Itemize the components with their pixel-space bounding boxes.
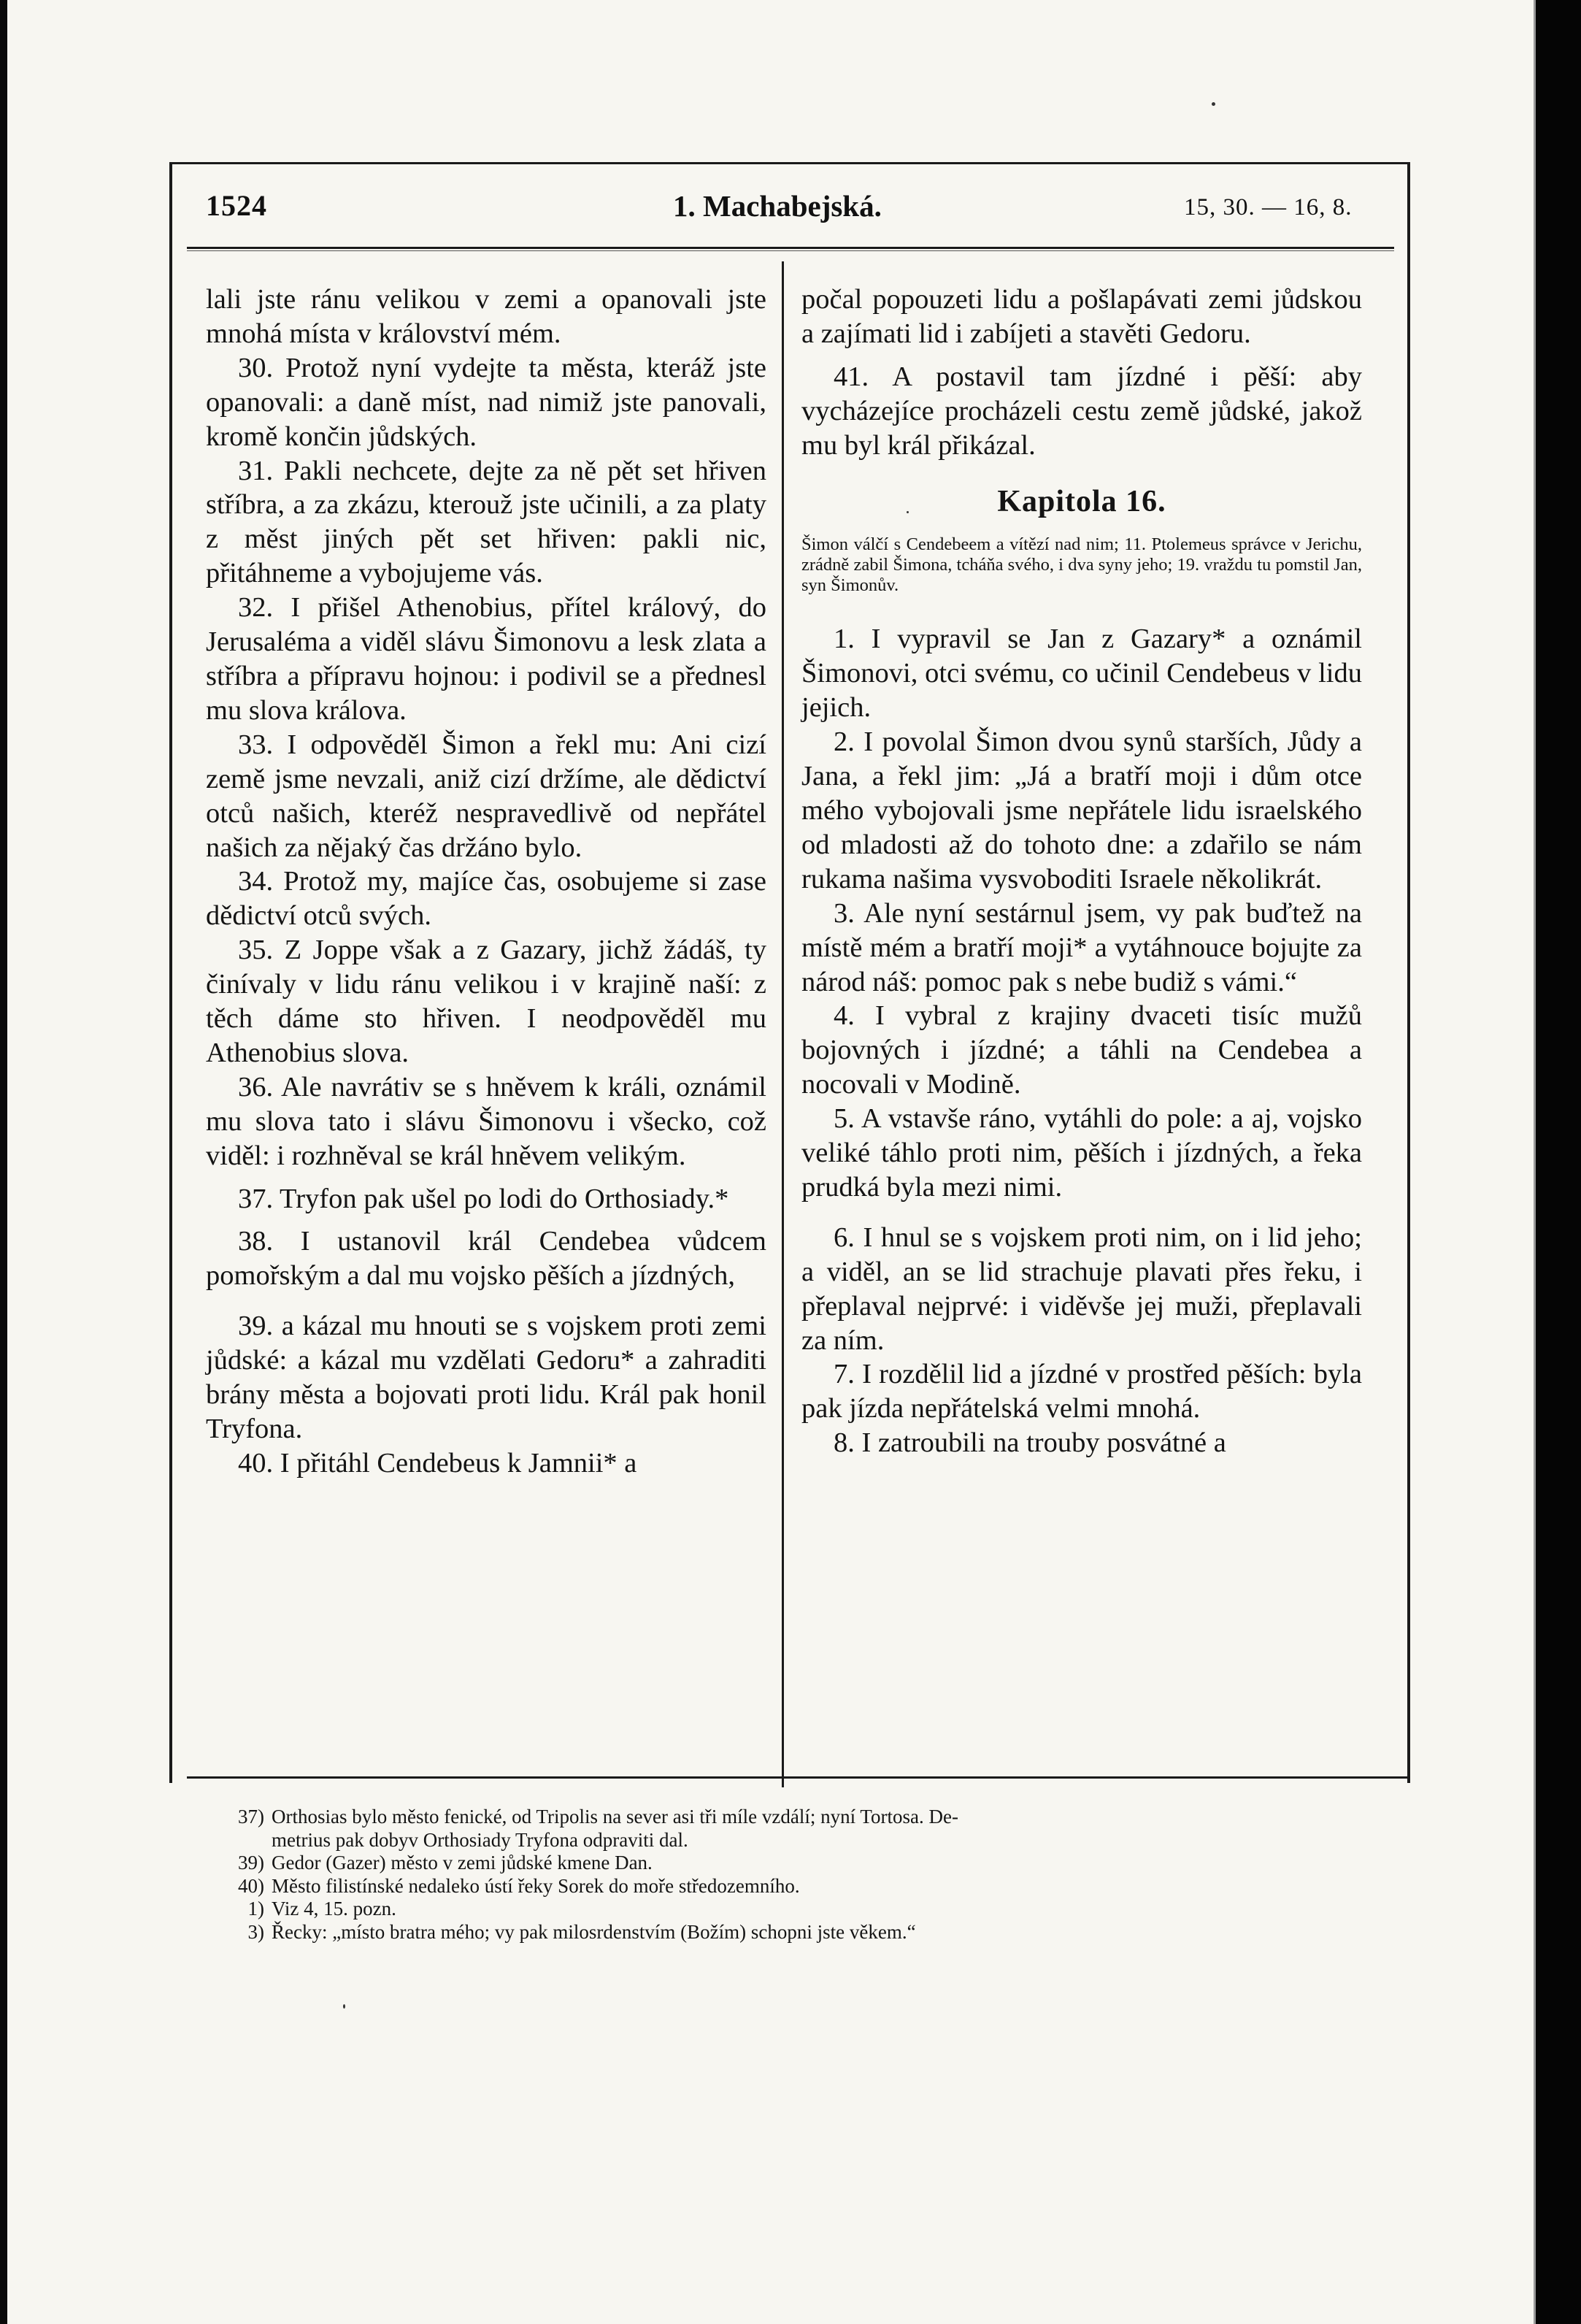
verse-35: 35. Z Joppe však a z Gazary, jichž žádáš, ty činívaly v lidu ránu velikou i v krajině naší: z těch dáme sto hřiven. I neodpověděl mu Athenobius slova. [206,935,766,1068]
verse-41: 41. A postavil tam jízdné i pěší: aby vycházejíce procházeli cestu země jůdské, jakož mu byl král přikázal. [801,361,1362,461]
footnote-text: Orthosias bylo město fenické, od Tripolis na sever asi tři míle vzdálí; nyní Tortosa. De- [272,1806,958,1828]
verse-1: 1. I vypravil se Jan z Gazary* a oznámil Šimonovi, otci svému, co učinil Cendebeus v lidu jejich. [801,624,1362,724]
footnote-rule [187,1776,1409,1779]
verse-34: 34. Protož my, majíce čas, osobujeme si zase dědictví otců svých. [206,866,766,932]
verse-range: 15, 30. — 16, 8. [1184,194,1353,220]
footnote-number: 39) [238,1852,264,1874]
verse-33: 33. I odpověděl Šimon a řekl mu: Ani cizí země jsme nevzali, aniž cizí držíme, ale dědictví otců našich, kteréž nespravedlivě od nepřátel našich za nějaký čas držáno bylo. [206,729,766,863]
verse-2: 2. I povolal Šimon dvou synů starších, Jůdy a Jana, a řekl jim: „Já a bratří moji i dům otce mého vybojovali jsme nepřátele lidu israelského od mladosti až do tohoto dne: a zdařilo se nám rukama našima vysvoboditi Israele několikrát. [801,726,1362,894]
book-title: 1. Machabejská. [673,189,882,223]
verse-31: 31. Pakli nechcete, dejte za ně pět set hřiven stříbra, a za zkázu, kterouž jste učinili, a za platy z měst jiných pět set hřiven: pakli nic, přitáhneme a vybojujeme vás. [206,455,766,589]
right-frame-rule [1407,162,1410,1783]
footnote-number: 40) [238,1874,264,1897]
footnote-text: Řecky: „místo bratra mého; vy pak milosrdenstvím (Božím) schopni jste věkem.“ [272,1920,916,1943]
right-text-column [801,283,1362,1460]
scan-speck [907,511,909,513]
verse-5: 5. A vstavše ráno, vytáhli do pole: a aj, vojsko veliké táhlo proti nim, pěších i jízdných, a řeka prudká byla mezi nimi. [801,1103,1362,1203]
footnotes [206,1806,1352,1944]
verse-39: 39. a kázal mu hnouti se s vojskem proti zemi jůdské: a kázal mu vzdělati Gedoru* a zahraditi brány města a bojovati proti lidu. Král pak honil Tryfona. [206,1311,766,1444]
scan-speck [343,2004,345,2009]
top-frame-rule [169,162,1410,164]
footnote-continuation: metrius pak dobyv Orthosiady Tryfona odpraviti dal. [272,1828,688,1851]
verse-4: 4. I vybral z krajiny dvaceti tisíc mužů bojovných i jízdné; a táhli na Cendebea a nocovali v Modině. [801,1000,1362,1100]
footnote-number: 3) [247,1920,264,1943]
footnote-text: Viz 4, 15. pozn. [272,1898,396,1920]
column-divider [782,261,784,1787]
verse-37: 37. Tryfon pak ušel po lodi do Orthosiady.* [238,1183,729,1214]
verse-36: 36. Ale navrátiv se s hněvem k králi, oznámil mu slova tato i slávu Šimonovu i všecko, což viděl: i rozhněval se král hněvem velikým. [206,1071,766,1171]
verse-text: počal popouzeti lidu a pošlapávati zemi jůdskou a zajímati lid i zabíjeti a stavěti Gedoru. [801,284,1362,349]
header-rule [187,247,1394,249]
footnote-number: 1) [247,1898,264,1920]
scan-edge-right [1536,0,1581,2324]
footnote-text: Město filistínské nedaleko ústí řeky Sorek do moře středozemního. [272,1874,800,1897]
left-text-column [206,283,766,1481]
footnote-text: Gedor (Gazer) město v zemi jůdské kmene Dan. [272,1852,653,1874]
footnote [206,1921,1352,1944]
page-number: 1524 [206,189,267,222]
footnote [206,1898,1352,1921]
footnote [206,1806,1352,1829]
verse-6: 6. I hnul se s vojskem proti nim, on i lid jeho; a viděl, an se lid strachuje plavati přes řeku, i přeplaval nejprvé: i viděvše jej muži, přeplavali za ním. [801,1222,1362,1356]
chapter-summary: Šimon válčí s Cendebeem a vítězí nad nim; 11. Ptolemeus správce v Jerichu, zrádně zabil Šimona, tcháňa svého, i dva syny jeho; 19. vraždu tu pomstil Jan, syn Šimonův. [801,534,1362,596]
scan-edge-left [0,0,7,2324]
verse-text: lali jste ránu velikou v zemi a opanovali jste mnohá místa v království mém. [206,284,766,349]
header-rule-thin [187,250,1394,251]
verse-3: 3. Ale nyní sestárnul jsem, vy pak buďtež na místě mém a bratří moji* a vytáhnouce bojujte za národ náš: pomoc pak s nebe budiž s vámi.“ [801,897,1362,997]
verse-30: 30. Protož nyní vydejte ta města, kteráž jste opanovali: a daně míst, nad nimiž jste panovali, kromě končin jůdských. [206,352,766,452]
verse-7: 7. I rozdělil lid a jízdné v prostřed pěších: byla pak jízda nepřátelská velmi mnohá. [801,1359,1362,1424]
verse-8: 8. I zatroubili na trouby posvátné a [834,1427,1226,1459]
verse-32: 32. I přišel Athenobius, přítel králový, do Jerusaléma a viděl slávu Šimonovu a lesk zlata a stříbra a přípravu hojnou: i podivil se a přednesl mu slova králova. [206,592,766,726]
scan-speck [1212,102,1215,106]
footnote [206,1852,1352,1875]
footnote-number: 37) [238,1806,264,1828]
verse-40: 40. I přitáhl Cendebeus k Jamnii* a [238,1447,637,1479]
verse-38: 38. I ustanovil král Cendebea vůdcem pomořským a dal mu vojsko pěších a jízdných, [206,1226,766,1292]
footnote [206,1875,1352,1898]
left-frame-rule [169,162,172,1783]
chapter-heading: Kapitola 16. [997,484,1166,518]
